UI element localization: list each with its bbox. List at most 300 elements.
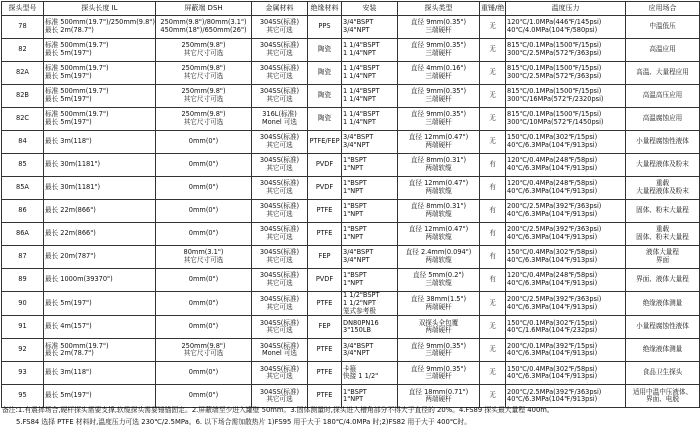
cell-shield <box>156 62 252 85</box>
cell-shield <box>156 39 252 62</box>
cell-shield <box>156 108 252 131</box>
cell-probe-type-line: 直径 9mm(0.35") <box>410 41 467 50</box>
cell-temp-pressure <box>506 85 626 108</box>
cell-temp-pressure <box>506 200 626 223</box>
cell-temp-pressure-line: 40℃/6.3MPa(104℉/913psi) <box>507 164 598 172</box>
cell-application-line: 中温低压 <box>649 22 676 31</box>
cell-install <box>342 108 398 131</box>
cell-temp-pressure-line: 40℃/6.3MPa(104℉/913psi) <box>507 256 598 264</box>
cell-metal-line: 其它可选 <box>266 279 293 287</box>
cell-model: 82C <box>2 108 44 131</box>
cell-insulation-line: PTFE <box>316 391 333 400</box>
cell-insulation <box>308 85 342 108</box>
cell-model: 92 <box>2 339 44 362</box>
cell-length <box>44 316 156 339</box>
cell-probe-type-line: 直径 8mm(0.31") <box>410 202 467 211</box>
cell-insulation <box>308 339 342 362</box>
cell-shield <box>156 131 252 154</box>
cell-insulation <box>308 177 342 200</box>
cell-shield <box>156 339 252 362</box>
cell-insulation <box>308 316 342 339</box>
cell-probe-type <box>398 62 480 85</box>
cell-install-line: 笼式参考极 <box>343 306 376 315</box>
cell-metal-line: 304SS(标准) <box>259 133 300 142</box>
cell-temp-pressure <box>506 177 626 200</box>
cell-metal <box>252 362 308 385</box>
cell-install <box>342 362 398 385</box>
table-row <box>2 316 700 339</box>
cell-install-line: 1 1/4"NPT <box>343 72 376 80</box>
cell-application-line: 绝缘液体测量 <box>642 345 683 354</box>
cell-metal-line: 304SS(标准) <box>259 202 300 211</box>
cell-application-line: 小量程腐蚀性液体 <box>636 137 689 146</box>
cell-model: 86 <box>2 200 44 223</box>
cell-metal <box>252 154 308 177</box>
cell-metal-line: 304SS(标准) <box>259 41 300 50</box>
header-install: 安装 <box>342 2 398 16</box>
table-row <box>2 62 700 85</box>
cell-shield-line: 0mm(0") <box>188 275 219 284</box>
cell-probe-type-line: 三端硬杆 <box>425 118 452 126</box>
cell-application <box>626 339 700 362</box>
cell-probe-type-line: 两端硬杆 <box>425 326 452 335</box>
cell-install-line: 1"NPT <box>343 279 364 287</box>
cell-application-line: 小量程腐蚀性液体 <box>636 322 689 331</box>
cell-probe-type <box>398 316 480 339</box>
table-row <box>2 16 700 39</box>
cell-model: 95 <box>2 385 44 408</box>
cell-application <box>626 200 700 223</box>
cell-metal-line: Monel 可选 <box>261 349 298 358</box>
cell-probe-type <box>398 154 480 177</box>
cell-shield-line: 其它尺寸可选 <box>183 49 224 57</box>
cell-metal <box>252 85 308 108</box>
cell-length-line: 最长 2m(78.7") <box>45 26 94 34</box>
cell-insulation-line: FEP <box>318 322 331 331</box>
cell-length <box>44 200 156 223</box>
cell-install-line: 快接 1 1/2" <box>343 372 379 381</box>
cell-application-line: 固体、粉末大量程 <box>636 233 689 241</box>
cell-metal <box>252 108 308 131</box>
cell-metal-line: 其它可选 <box>266 141 293 149</box>
cell-shield-line: 0mm(0") <box>188 160 219 169</box>
cell-application-line: 固体、粉末大量程 <box>636 206 689 215</box>
cell-model: 82A <box>2 62 44 85</box>
cell-install-line: 3/4"BSPT <box>343 133 374 142</box>
cell-metal-line: Monel 可选 <box>261 118 298 126</box>
cell-shield <box>156 362 252 385</box>
cell-probe-type-line: 直径 18mm(0.71") <box>408 387 469 396</box>
cell-shield-line: 250mm(9.8") <box>181 64 226 73</box>
cell-application <box>626 39 700 62</box>
cell-install-line: 3/4"BSPT <box>343 18 374 27</box>
cell-length <box>44 108 156 131</box>
cell-temp-pressure-line: 150℃/0.1MPa(302℉/15psi) <box>507 318 598 327</box>
table-row <box>2 223 700 246</box>
cell-insulation-line: PPS <box>318 22 331 31</box>
cell-install-line: 1"BSPT <box>343 271 367 280</box>
cell-probe-type-line: 双探头全包覆 <box>418 318 459 327</box>
cell-temp-pressure-line: 300℃/2.5MPa(572℉/363psi) <box>507 49 602 57</box>
cell-application-line: 重载 <box>655 225 670 234</box>
cell-install-line: 1 1/4"BSPT <box>343 64 380 73</box>
cell-install <box>342 16 398 39</box>
cell-install <box>342 85 398 108</box>
cell-shield-line: 0mm(0") <box>188 391 219 400</box>
cell-application <box>626 62 700 85</box>
cell-insulation-line: PTFE <box>316 345 333 354</box>
cell-install-line: 3/4"NPT <box>343 256 370 264</box>
cell-probe-type <box>398 85 480 108</box>
cell-metal-line: 304SS(标准) <box>259 64 300 73</box>
cell-length-line: 标准 500mm(19.7") <box>45 64 109 73</box>
cell-insulation-line: 陶瓷 <box>317 91 332 100</box>
cell-length-line: 最长 4m(157") <box>45 322 92 331</box>
cell-install <box>342 339 398 362</box>
cell-temp-pressure-line: 200℃/2.5MPa(392℉/363psi) <box>507 202 602 211</box>
cell-temp-pressure-line: 40℃/6.3MPa(104℉/913psi) <box>507 210 598 218</box>
cell-shield <box>156 246 252 269</box>
cell-temp-pressure-line: 150℃/0.4MPa(302℉/58psi) <box>507 248 598 257</box>
cell-length <box>44 223 156 246</box>
cell-insulation <box>308 16 342 39</box>
cell-metal-line: 其它可选 <box>266 95 293 103</box>
cell-metal <box>252 177 308 200</box>
cell-shield <box>156 200 252 223</box>
table-row <box>2 339 700 362</box>
cell-shield-line: 250mm(9.8") <box>181 110 226 119</box>
cell-length-line: 最长 30m(1181") <box>45 183 101 192</box>
cell-length-line: 最长 5m(197") <box>45 72 92 80</box>
cell-probe-type <box>398 339 480 362</box>
cell-probe-type-line: 三端硬杆 <box>425 372 452 381</box>
header-length: 探头长度 IL <box>44 2 156 16</box>
header-metal: 金属材料 <box>252 2 308 16</box>
cell-length <box>44 39 156 62</box>
cell-application-line: 高温高压应用 <box>642 91 683 100</box>
cell-length <box>44 246 156 269</box>
cell-install-line: DN80PN16 <box>343 318 379 327</box>
cell-length-line: 最长 5m(197") <box>45 95 92 103</box>
cell-insulation <box>308 246 342 269</box>
cell-shield-line: 450mm(18")/650mm(26") <box>160 26 247 34</box>
cell-length-line: 最长 22m(866") <box>45 206 96 215</box>
cell-probe-type-line: 三端硬杆 <box>425 349 452 358</box>
cell-probe-type <box>398 246 480 269</box>
cell-metal-line: 其它可选 <box>266 372 293 381</box>
cell-model: 86A <box>2 223 44 246</box>
cell-temp-pressure-line: 815℃/0.1MPa(1500℉/15psi) <box>507 41 602 50</box>
cell-weight: 有 <box>480 177 506 200</box>
cell-temp-pressure-line: 815℃/0.1MPa(1500℉/15psi) <box>507 64 602 73</box>
cell-weight: 无 <box>480 39 506 62</box>
cell-metal-line: 304SS(标准) <box>259 156 300 165</box>
cell-weight: 有 <box>480 200 506 223</box>
table-row <box>2 200 700 223</box>
cell-shield <box>156 223 252 246</box>
cell-probe-type-line: 直径 9mm(0.35") <box>410 87 467 96</box>
table-row <box>2 246 700 269</box>
cell-shield-line: 其它尺寸可选 <box>183 349 224 358</box>
cell-probe-type <box>398 292 480 316</box>
header-weight: 重锤/绝 <box>480 2 506 16</box>
cell-probe-type-line: 两端软缆 <box>425 187 452 195</box>
cell-application-line: 食品卫生探头 <box>642 368 683 377</box>
cell-application-line: 大量程液体及粉末 <box>636 187 689 195</box>
cell-temp-pressure <box>506 246 626 269</box>
cell-temp-pressure <box>506 62 626 85</box>
cell-insulation <box>308 362 342 385</box>
cell-install-line: 1"BSPT <box>343 387 367 396</box>
cell-insulation-line: PTFE/FEP <box>309 137 340 146</box>
cell-temp-pressure-line: 40℃/6.3MPa(104℉/913psi) <box>507 302 598 311</box>
cell-install <box>342 292 398 316</box>
table-row <box>2 85 700 108</box>
cell-metal-line: 304SS(标准) <box>259 248 300 257</box>
cell-probe-type <box>398 39 480 62</box>
cell-length-line: 最长 5m(197") <box>45 298 92 307</box>
cell-metal <box>252 200 308 223</box>
cell-temp-pressure-line: 40℃/6.3MPa(104℉/913psi) <box>507 395 598 404</box>
cell-model: 87 <box>2 246 44 269</box>
cell-shield-line: 250mm(9.8")/80mm(3.1") <box>160 18 247 27</box>
cell-temp-pressure-line: 40℃/6.3MPa(104℉/913psi) <box>507 233 598 241</box>
table-row <box>2 154 700 177</box>
cell-metal-line: 其它可选 <box>266 49 293 57</box>
cell-probe-type-line: 两端硬杆 <box>425 395 452 404</box>
cell-weight: 有 <box>480 269 506 292</box>
cell-probe-type-line: 两端软缆 <box>425 210 452 218</box>
cell-temp-pressure-line: 40℃/4.0MPa(104℉/580psi) <box>507 26 598 34</box>
cell-model: 82B <box>2 85 44 108</box>
cell-metal-line: 其它可选 <box>266 187 293 195</box>
cell-install-line: 1 1/2"BSPT <box>343 291 380 299</box>
probe-spec-table <box>1 1 700 408</box>
cell-length <box>44 85 156 108</box>
cell-metal-line: 其它可选 <box>266 164 293 172</box>
cell-probe-type-line: 两端硬杆 <box>425 141 452 149</box>
cell-model: 89 <box>2 269 44 292</box>
cell-insulation-line: FEP <box>318 252 331 261</box>
cell-shield-line: 0mm(0") <box>188 298 219 307</box>
cell-weight: 无 <box>480 108 506 131</box>
cell-weight: 无 <box>480 62 506 85</box>
cell-weight: 无 <box>480 16 506 39</box>
cell-shield-line: 80mm(3.1") <box>183 248 224 257</box>
cell-temp-pressure-line: 150℃/0.1MPa(302℉/15psi) <box>507 133 598 142</box>
cell-install-line: 1 1/2"NPT <box>343 298 376 307</box>
note-line-2: 5.FS84 选择 PTFE 材料时,温度压力可选 230℃/2.5MPa。6. 以下场合需加散热片 1)FS95 用于大于 180℃/4.0MPa 时;2)FS82 用于大于 400℃时。 <box>16 418 472 426</box>
cell-install-line: 1"NPT <box>343 395 364 404</box>
cell-metal-line: 其它可选 <box>266 326 293 335</box>
cell-install-line: 1 1/4"BSPT <box>343 41 380 50</box>
cell-metal-line: 其它可选 <box>266 26 293 34</box>
cell-length-line: 标准 500mm(19.7") <box>45 41 109 50</box>
cell-application <box>626 177 700 200</box>
cell-metal <box>252 246 308 269</box>
cell-probe-type-line: 直径 9mm(0.35") <box>410 364 467 373</box>
cell-probe-type <box>398 108 480 131</box>
cell-length-line: 最长 3m(118") <box>45 137 92 146</box>
table-row <box>2 108 700 131</box>
cell-length <box>44 16 156 39</box>
cell-weight: 无 <box>480 339 506 362</box>
cell-insulation <box>308 154 342 177</box>
cell-install <box>342 200 398 223</box>
cell-shield <box>156 85 252 108</box>
cell-temp-pressure-line: 150℃/0.4MPa(302℉/58psi) <box>507 364 598 373</box>
cell-length <box>44 269 156 292</box>
cell-install <box>342 177 398 200</box>
cell-length-line: 最长 5m(197") <box>45 49 92 57</box>
cell-temp-pressure-line: 40℃/6.3MPa(104℉/913psi) <box>507 372 598 381</box>
cell-application <box>626 16 700 39</box>
cell-model: 90 <box>2 292 44 316</box>
cell-application <box>626 223 700 246</box>
cell-install-line: 1 1/4"NPT <box>343 49 376 57</box>
cell-probe-type <box>398 16 480 39</box>
cell-temp-pressure-line: 40℃/1.6MPa(104℉/232psi) <box>507 326 598 335</box>
cell-insulation-line: PTFE <box>316 298 333 307</box>
cell-install-line: 1"NPT <box>343 233 364 241</box>
cell-insulation-line: PTFE <box>316 229 333 238</box>
cell-insulation <box>308 269 342 292</box>
header-application: 应用场合 <box>626 2 700 16</box>
cell-temp-pressure-line: 300℃/16MPa(572℉/2320psi) <box>507 95 604 103</box>
cell-length-line: 标准 500mm(19.7")/250mm(9.8") <box>45 18 155 27</box>
cell-probe-type-line: 三端硬杆 <box>425 72 452 80</box>
cell-metal-line: 304SS(标准) <box>259 87 300 96</box>
cell-length <box>44 292 156 316</box>
cell-application-line: 绝缘液体测量 <box>642 298 683 307</box>
cell-metal-line: 其它可选 <box>266 233 293 241</box>
cell-insulation <box>308 223 342 246</box>
cell-shield <box>156 154 252 177</box>
cell-probe-type-line: 直径 12mm(0.47") <box>408 133 469 142</box>
cell-weight: 无 <box>480 385 506 408</box>
cell-shield-line: 250mm(9.8") <box>181 41 226 50</box>
cell-temp-pressure <box>506 39 626 62</box>
cell-probe-type <box>398 177 480 200</box>
cell-temp-pressure-line: 120℃/0.4MPa(248℉/58psi) <box>507 156 598 165</box>
cell-length-line: 标准 500mm(19.7") <box>45 87 109 96</box>
cell-length <box>44 154 156 177</box>
cell-shield <box>156 316 252 339</box>
cell-probe-type-line: 直径 5mm(0.2") <box>413 271 464 280</box>
cell-application-line: 大量程液体及粉末 <box>636 160 689 169</box>
cell-install-line: 1 1/4"BSPT <box>343 110 380 119</box>
cell-length-line: 最长 5m(197") <box>45 391 92 400</box>
table-row <box>2 131 700 154</box>
cell-probe-type-line: 两端软缆 <box>425 233 452 241</box>
cell-weight: 无 <box>480 316 506 339</box>
cell-probe-type-line: 三端硬杆 <box>425 95 452 103</box>
cell-insulation-line: 陶瓷 <box>317 45 332 54</box>
cell-metal-line: 其它可选 <box>266 210 293 218</box>
cell-insulation-line: 陶瓷 <box>317 68 332 77</box>
cell-model: 85 <box>2 154 44 177</box>
cell-metal-line: 304SS(标准) <box>259 318 300 327</box>
cell-install-line: 3/4"BSPT <box>343 248 374 257</box>
cell-install-line: 3/4"NPT <box>343 141 370 149</box>
cell-metal <box>252 292 308 316</box>
cell-temp-pressure <box>506 339 626 362</box>
cell-metal-line: 316L(标准) <box>262 110 297 119</box>
cell-metal-line: 304SS(标准) <box>259 364 300 373</box>
cell-insulation <box>308 108 342 131</box>
cell-install-line: 1"NPT <box>343 164 364 172</box>
cell-shield-line: 其它尺寸可选 <box>183 256 224 264</box>
cell-metal-line: 其它可选 <box>266 302 293 311</box>
cell-install-line: 1"BSPT <box>343 179 367 188</box>
cell-length-line: 最长 20m(787") <box>45 252 96 261</box>
cell-model: 93 <box>2 362 44 385</box>
cell-temp-pressure-line: 300℃/2.5MPa(572℉/363psi) <box>507 72 602 80</box>
cell-shield <box>156 177 252 200</box>
cell-install <box>342 316 398 339</box>
cell-shield <box>156 16 252 39</box>
cell-metal-line: 304SS(标准) <box>259 18 300 27</box>
cell-shield <box>156 269 252 292</box>
cell-application-line: 重载 <box>655 179 670 188</box>
cell-model: 91 <box>2 316 44 339</box>
cell-application <box>626 362 700 385</box>
cell-weight: 有 <box>480 246 506 269</box>
cell-probe-type <box>398 223 480 246</box>
cell-install-line: 3/4"BSPT <box>343 341 374 350</box>
cell-model: 85A <box>2 177 44 200</box>
cell-insulation-line: PVDF <box>315 160 334 169</box>
cell-probe-type-line: 直径 12mm(0.47") <box>408 225 469 234</box>
notes-block <box>2 404 698 428</box>
cell-application-line: 液体大量程 <box>646 248 679 257</box>
cell-length-line: 标准 500mm(19.7") <box>45 341 109 350</box>
cell-probe-type-line: 直径 2.4mm(0.094") <box>405 248 472 257</box>
cell-application <box>626 292 700 316</box>
cell-shield <box>156 292 252 316</box>
cell-temp-pressure <box>506 362 626 385</box>
cell-metal-line: 其它可选 <box>266 256 293 264</box>
cell-probe-type <box>398 200 480 223</box>
cell-shield-line: 其它尺寸可选 <box>183 118 224 126</box>
cell-model: 78 <box>2 16 44 39</box>
cell-insulation <box>308 39 342 62</box>
cell-shield-line: 250mm(9.8") <box>181 341 226 350</box>
cell-probe-type-line: 两端软缆 <box>425 164 452 172</box>
cell-length-line: 最长 1000m(39370") <box>45 275 113 284</box>
cell-metal-line: 304SS(标准) <box>259 225 300 234</box>
cell-temp-pressure-line: 200℃/2.5MPa(392℉/363psi) <box>507 225 602 234</box>
cell-probe-type-line: 直径 8mm(0.31") <box>410 156 467 165</box>
cell-shield-line: 0mm(0") <box>188 229 219 238</box>
cell-metal <box>252 39 308 62</box>
cell-length-line: 最长 2m(78.7") <box>45 349 94 358</box>
cell-application <box>626 154 700 177</box>
cell-shield-line: 0mm(0") <box>188 206 219 215</box>
table-row <box>2 269 700 292</box>
cell-length <box>44 339 156 362</box>
cell-application <box>626 108 700 131</box>
cell-metal-line: 其它可选 <box>266 72 293 80</box>
cell-metal <box>252 131 308 154</box>
cell-application <box>626 85 700 108</box>
cell-insulation-line: PTFE <box>316 368 333 377</box>
cell-temp-pressure-line: 200℃/0.1MPa(392℉/15psi) <box>507 341 598 350</box>
cell-probe-type-line: 直径 12mm(0.47") <box>408 179 469 188</box>
cell-insulation-line: PVDF <box>315 275 334 284</box>
cell-shield-line: 0mm(0") <box>188 368 219 377</box>
cell-probe-type-line: 直径 9mm(0.35") <box>410 18 467 27</box>
